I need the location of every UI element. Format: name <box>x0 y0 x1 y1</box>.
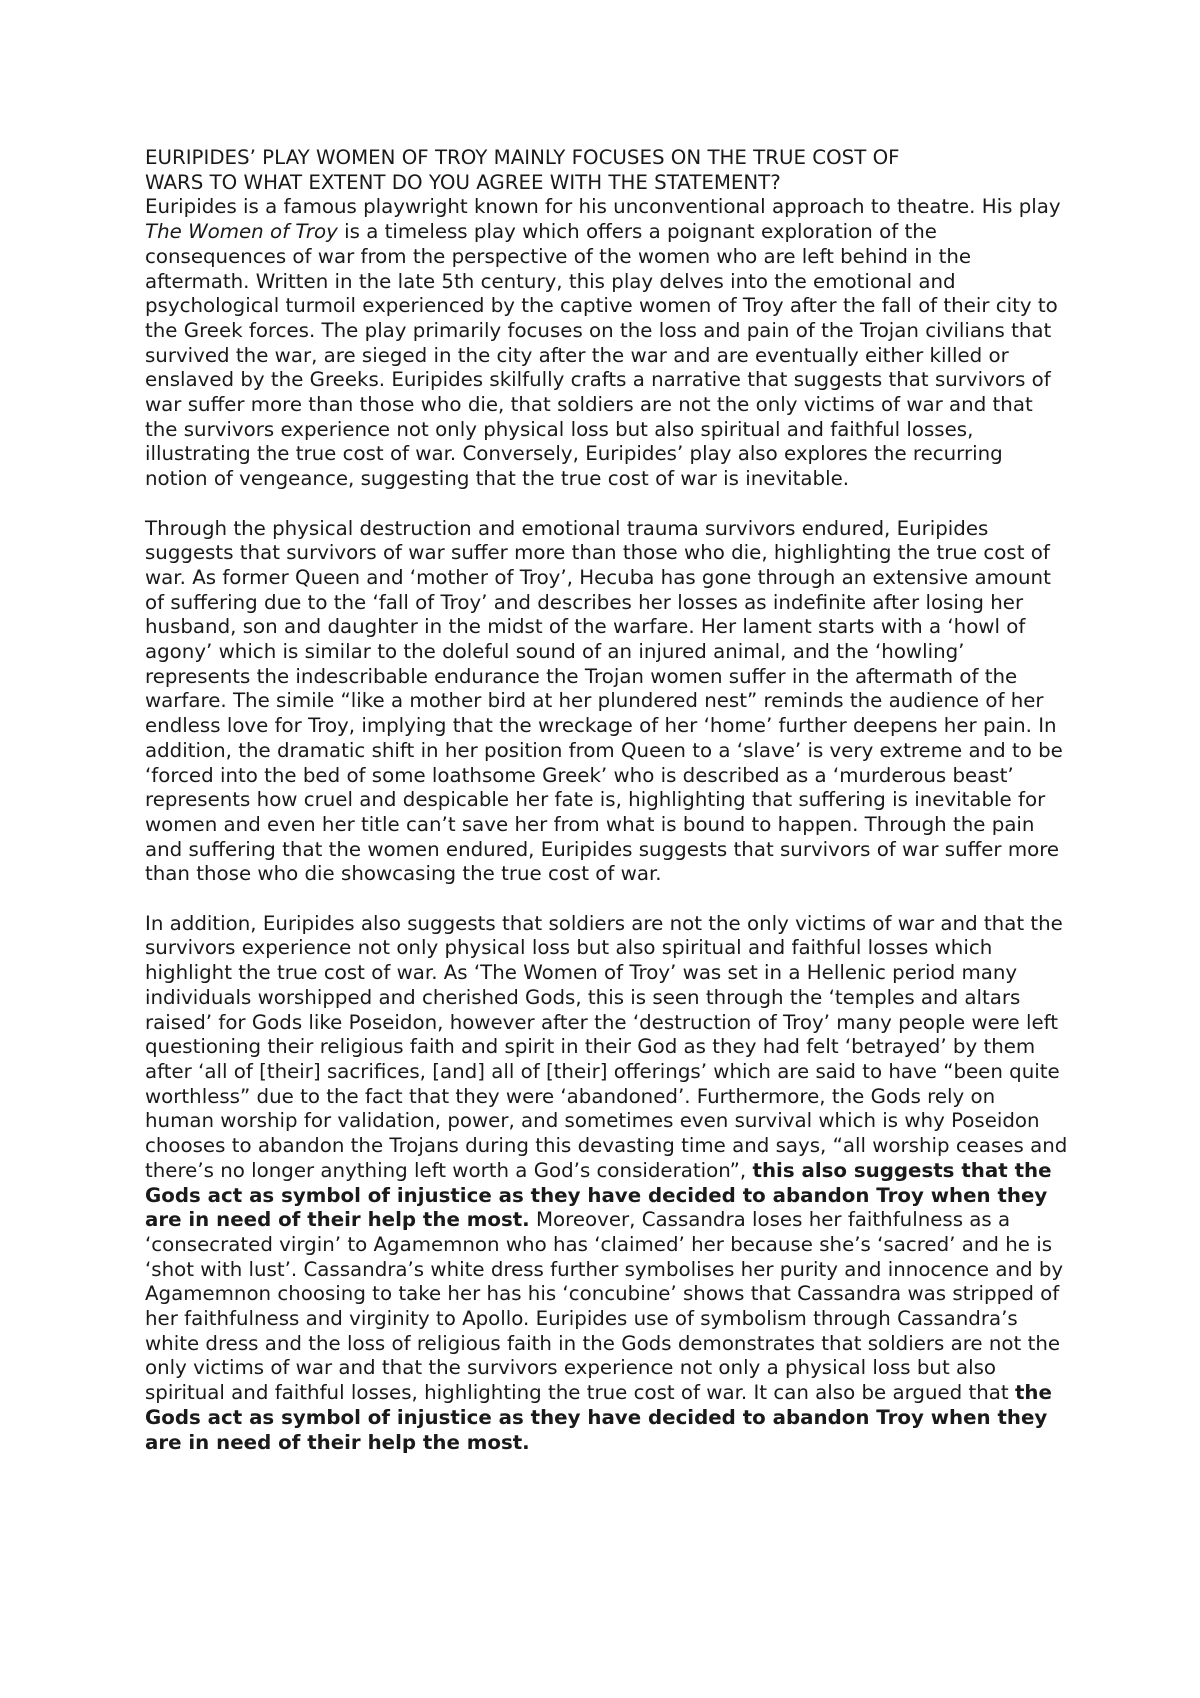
document-page <box>145 146 1070 1455</box>
essay-title-line2: WARS TO WHAT EXTENT DO YOU AGREE WITH THE STATEMENT? <box>145 170 781 194</box>
intro-paragraph <box>145 195 1070 491</box>
body-paragraph-2: Through the physical destruction and emotional trauma survivors endured, Euripides suggests that survivors of war suffer more than those who die, highlighting the true cost of war. As former Queen and ‘mother of Troy’, Hecuba has gone through an extensive amount of suffering due to the ‘fall of Troy’ and describes her losses as indefinite after losing her husband, son and daughter in the midst of the warfare. Her lament starts with a ‘howl of agony’ which is similar to the doleful sound of an injured animal, and the ‘howling’ represents the indescribable endurance the Trojan women suffer in the aftermath of the warfare. The simile “like a mother bird at her plundered nest” reminds the audience of her endless love for Troy, implying that the wreckage of her ‘home’ further deepens her pain. In addition, the dramatic shift in her position from Queen to a ‘slave’ is very extreme and to be ‘forced into the bed of some loathsome Greek’ who is described as a ‘murderous beast’ represents how cruel and despicable her fate is, highlighting that suffering is inevitable for women and even her title can’t save her from what is bound to happen. Through the pain and suffering that the women endured, Euripides suggests that survivors of war suffer more than those who die showcasing the true cost of war. <box>145 516 1063 886</box>
intro-text-part1: Euripides is a famous playwright known for his unconventional approach to theatre. His play <box>145 195 1061 219</box>
paragraph3-text-part2: Moreover, Cassandra loses her faithfulness as a ‘consecrated virgin’ to Agamemnon who has ‘claimed’ her because she’s ‘sacred’ and he is ‘shot with lust’. Cassandra’s white dress further symbolises her purity and innocence and by Agamemnon choosing to take her has his ‘concubine’ shows that Cassandra was stripped of her faithfulness and virginity to Apollo. Euripides use of symbolism through Cassandra’s white dress and the loss of religious faith in the Gods demonstrates that soldiers are not the only victims of war and that the survivors experience not only a physical loss but also spiritual and faithful losses, highlighting the true cost of war. It can also be argued that <box>145 1208 1064 1405</box>
body-paragraph-3 <box>145 912 1070 1455</box>
intro-text-part2: is a timeless play which offers a poignant exploration of the consequences of war from the perspective of the women who are left behind in the aftermath. Written in the late 5th century, this play delves into the emotional and psychological turmoil experienced by the captive women of Troy after the fall of their city to the Greek forces. The play primarily focuses on the loss and pain of the Trojan civilians that survived the war, are sieged in the city after the war and are eventually either killed or enslaved by the Greeks. Euripides skilfully crafts a narrative that suggests that survivors of war suffer more than those who die, that soldiers are not the only victims of war and that the survivors experience not only physical loss but also spiritual and faithful losses, illustrating the true cost of war. Conversely, Euripides’ play also explores the recurring notion of vengeance, suggesting that the true cost of war is inevitable. <box>145 220 1058 491</box>
paragraph3-text-part1: In addition, Euripides also suggests that soldiers are not the only victims of war and that the survivors experience not only physical loss but also spiritual and faithful losses which highlight the true cost of war. As ‘The Women of Troy’ was set in a Hellenic period many individuals worshipped and cherished Gods, this is seen through the ‘temples and altars raised’ for Gods like Poseidon, however after the ‘destruction of Troy’ many people were left questioning their religious faith and spirit in their God as they had felt ‘betrayed’ by them after ‘all of [their] sacrifices, [and] all of [their] offerings’ which are said to have “been quite worthless” due to the fact that they were ‘abandoned’. Furthermore, the Gods rely on human worship for validation, power, and sometimes even survival which is why Poseidon chooses to abandon the Trojans during this devasting time and says, “all worship ceases and there’s no longer anything left worth a God’s consideration”, <box>145 911 1068 1182</box>
essay-title <box>145 146 1070 195</box>
essay-title-line1: EURIPIDES’ PLAY WOMEN OF TROY MAINLY FOCUSES ON THE TRUE COST OF <box>145 146 900 169</box>
play-title: The Women of Troy <box>145 220 338 244</box>
paragraph3-bold-statement-1: this also suggests that the Gods act as symbol of injustice as they have decided to abandon Troy when they are in need of their help the most. <box>145 1158 1052 1232</box>
paragraph3-bold-statement-2: the Gods act as symbol of injustice as they have decided to abandon Troy when they are in need of their help the most. <box>145 1381 1052 1454</box>
